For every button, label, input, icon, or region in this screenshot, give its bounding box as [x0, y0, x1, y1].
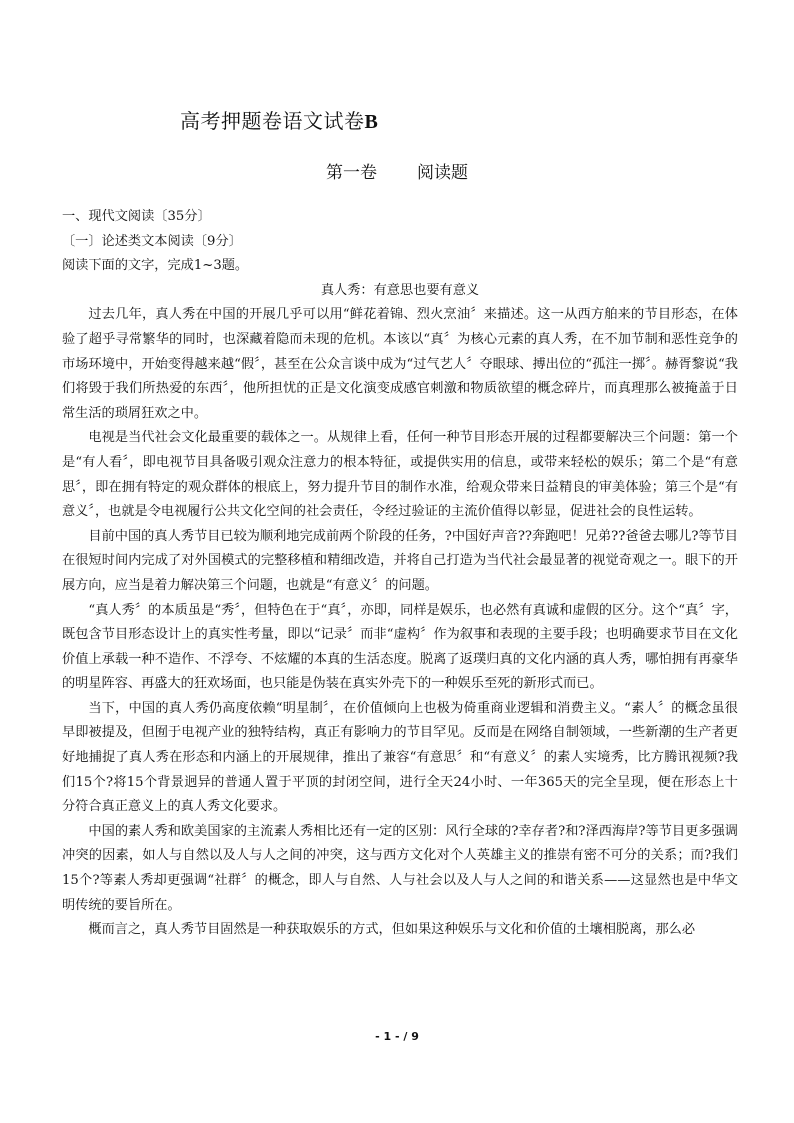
exam-title-suffix: B [364, 111, 379, 133]
page-content [62, 205, 738, 943]
section-heading: 一、现代文阅读〔35分〕 [62, 209, 211, 224]
page-number: - 1 - / 9 [375, 1030, 419, 1043]
article-title: 真人秀：有意思也要有意义 [320, 282, 480, 298]
volume-heading [0, 158, 794, 183]
paragraph: 概而言之，真人秀节目固然是一种获取娱乐的方式，但如果这种娱乐与文化和价值的土壤相脱离，那么必 [88, 922, 696, 938]
exam-title [180, 105, 378, 134]
paragraph: 当下，中国的真人秀仍高度依赖“明星制〞，在价值倾向上也极为倚重商业逻辑和消费主义。“素人〞的概念虽很早即被提及，但囿于电视产业的独特结构，真正有影响力的节目罕见。反而是在网络自制领域，一些新潮的生产者更好地捕捉了真人秀在形态和内涵上的开展规律，推出了兼容“有意思〞和“有意义〞的素人实境秀，比方腾讯视频?我们15个?将15个背景迥异的普通人置于平顶的封闭空间，进行全天24小时、一年365天的完全呈现，便在形态上十分符合真正意义上的真人秀文化要求。 [62, 700, 738, 815]
instruction-text: 阅读下面的文字，完成1~3题。 [62, 258, 249, 274]
volume-name: 阅读题 [417, 163, 468, 183]
paragraph: 电视是当代社会文化最重要的载体之一。从规律上看，任何一种节目形态开展的过程都要解决三个问题：第一个是“有人看〞，即电视节目具备吸引观众注意力的根本特征，或提供实用的信息，或带来轻松的娱乐；第二个是“有意思〞，即在拥有特定的观众群体的根底上，努力提升节目的制作水准，给观众带来日益精良的审美体验；第三个是“有意义〞，也就是令电视履行公共文化空间的社会责任，令经过验证的主流价值得以彰显，促进社会的良性运转。 [62, 430, 738, 520]
paragraph: 过去几年，真人秀在中国的开展几乎可以用“鲜花着锦、烈火烹油〞来描述。这一从西方舶来的节目形态，在体验了超乎寻常繁华的同时，也深藏着隐而未现的危机。本该以“真〞为核心元素的真人秀，在不加节制和恶性竞争的市场环境中，开始变得越来越“假〞，甚至在公众言谈中成为“过气艺人〞夺眼球、搏出位的“孤注一掷〞。赫胥黎说“我们将毁于我们所热爱的东西〞，他所担忧的正是文化演变成感官刺激和物质欲望的概念碎片，而真理那么被掩盖于日常生活的琐屑狂欢之中。 [62, 307, 738, 421]
paragraph: 中国的素人秀和欧美国家的主流素人秀相比还有一定的区别：风行全球的?幸存者?和?泽西海岸?等节目更多强调冲突的因素，如人与自然以及人与人之间的冲突，这与西方文化对个人英雄主义的推崇有密不可分的关系；而?我们15个?等素人秀却更强调“社群〞的概念，即人与自然、人与社会以及人与人之间的和谐关系——这显然也是中华文明传统的要旨所在。 [62, 823, 738, 913]
paragraph: 目前中国的真人秀节目已较为顺利地完成前两个阶段的任务，?中国好声音??奔跑吧！兄弟??爸爸去哪儿?等节目在很短时间内完成了对外国模式的完整移植和精细改造，并将自己打造为当代社会最显著的视觉奇观之一。眼下的开展方向，应当是着力解决第三个问题，也就是“有意义〞的问题。 [62, 528, 738, 593]
section-subheading: 〔一〕论述类文本阅读〔9分〕 [62, 233, 242, 249]
exam-title-text: 高考押题卷语文试卷 [180, 109, 365, 133]
paragraph: “真人秀〞的本质虽是“秀〞，但特色在于“真〞，亦即，同样是娱乐，也必然有真诚和虚假的区分。这个“真〞字，既包含节目形态设计上的真实性考量，即以“记录〞而非“虚构〞作为叙事和表现的主要手段；也明确要求节目在文化价值上承载一种不造作、不浮夸、不炫耀的本真的生活态度。脱离了返璞归真的文化内涵的真人秀，哪怕拥有再豪华的明星阵容、再盛大的狂欢场面，也只能是伪装在真实外壳下的一种娱乐至死的新形式而已。 [62, 602, 738, 692]
volume-label: 第一卷 [326, 163, 377, 183]
